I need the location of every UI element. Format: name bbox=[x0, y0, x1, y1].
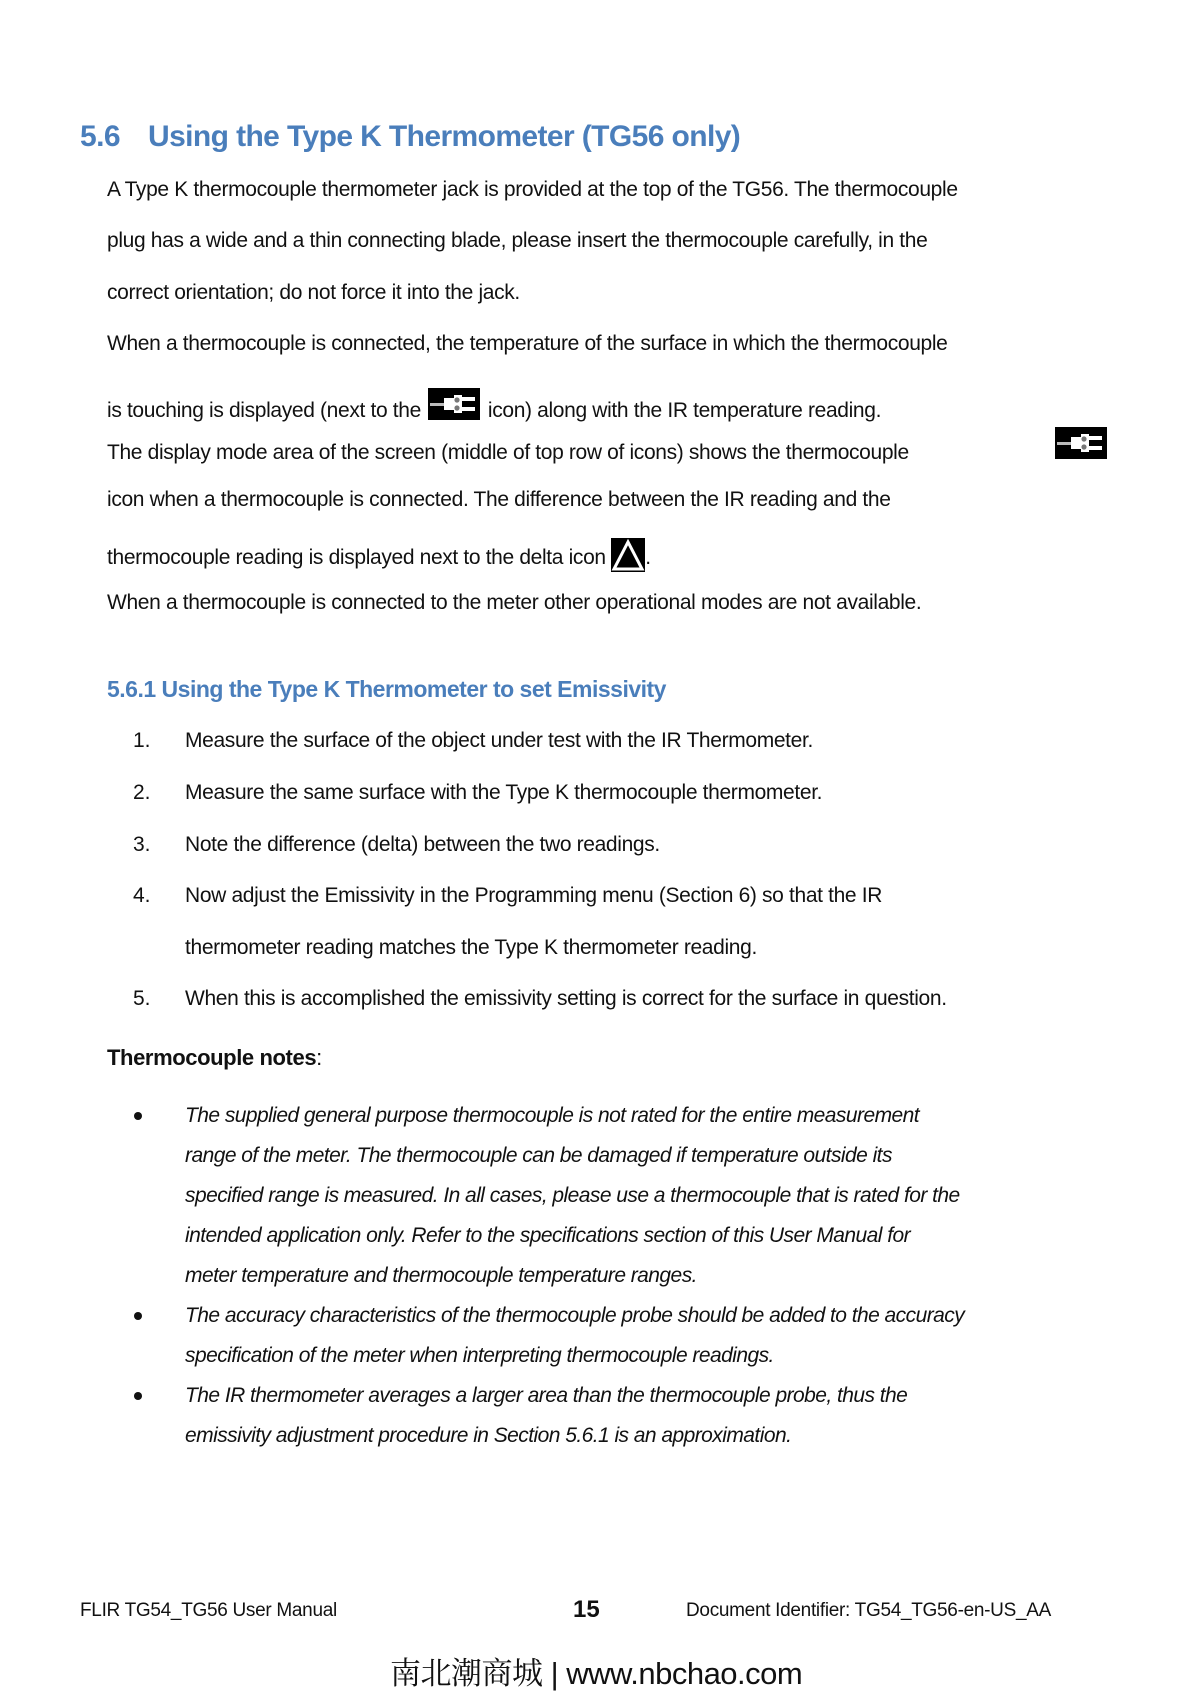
note-text: The accuracy characteristics of the thermocouple probe should be added to the accuracy bbox=[185, 1304, 965, 1327]
step-text: thermometer reading matches the Type K thermometer reading. bbox=[185, 936, 757, 959]
section-title: Using the Type K Thermometer (TG56 only) bbox=[148, 120, 741, 153]
step-number: 5. bbox=[133, 987, 151, 1010]
text-before-icon: The display mode area of the screen (middle of top row of icons) shows the thermocouple bbox=[107, 441, 909, 464]
note-text: emissivity adjustment procedure in Section 5.6.1 is an approximation. bbox=[185, 1424, 792, 1447]
step-number: 1. bbox=[133, 729, 151, 752]
footer-manual-title: FLIR TG54_TG56 User Manual bbox=[80, 1600, 337, 1621]
section-heading bbox=[80, 120, 740, 154]
paragraph-line: A Type K thermocouple thermometer jack is provided at the top of the TG56. The thermocouple bbox=[107, 178, 958, 201]
thermocouple-plug-icon bbox=[1055, 427, 1107, 459]
note-text: The supplied general purpose thermocouple is not rated for the entire measurement bbox=[185, 1104, 920, 1127]
step-number: 3. bbox=[133, 833, 151, 856]
footer-document-identifier: Document Identifier: TG54_TG56-en-US_AA bbox=[686, 1600, 1051, 1621]
paragraph-line: correct orientation; do not force it into the jack. bbox=[107, 281, 520, 304]
section-number: 5.6 bbox=[80, 120, 120, 153]
step-number: 2. bbox=[133, 781, 151, 804]
paragraph-line bbox=[107, 388, 881, 424]
paragraph-line: When a thermocouple is connected to the meter other operational modes are not available. bbox=[107, 591, 922, 614]
step-text: When this is accomplished the emissivity setting is correct for the surface in question. bbox=[185, 987, 947, 1010]
note-text: specification of the meter when interpreting thermocouple readings. bbox=[185, 1344, 774, 1367]
note-text: meter temperature and thermocouple temperature ranges. bbox=[185, 1264, 697, 1287]
step-number: 4. bbox=[133, 884, 151, 907]
text-before-icon: is touching is displayed (next to the bbox=[107, 399, 421, 422]
note-text: intended application only. Refer to the specifications section of this User Manual for bbox=[185, 1224, 911, 1247]
notes-heading-text: Thermocouple notes bbox=[107, 1045, 317, 1070]
step-text: Now adjust the Emissivity in the Programming menu (Section 6) so that the IR bbox=[185, 884, 883, 907]
bullet-icon bbox=[134, 1312, 142, 1320]
note-text: range of the meter. The thermocouple can be damaged if temperature outside its bbox=[185, 1144, 892, 1167]
paragraph-line: plug has a wide and a thin connecting blade, please insert the thermocouple carefully, in the bbox=[107, 229, 928, 252]
notes-heading: Thermocouple notes: bbox=[107, 1045, 322, 1070]
paragraph-line bbox=[107, 538, 651, 572]
page-number: 15 bbox=[573, 1596, 600, 1623]
text-before-icon: thermocouple reading is displayed next to the delta icon bbox=[107, 546, 606, 569]
bullet-icon bbox=[134, 1392, 142, 1400]
paragraph-line: When a thermocouple is connected, the temperature of the surface in which the thermocouple bbox=[107, 332, 948, 355]
step-text: Measure the same surface with the Type K thermocouple thermometer. bbox=[185, 781, 823, 804]
step-text: Measure the surface of the object under test with the IR Thermometer. bbox=[185, 729, 813, 752]
paragraph-line bbox=[107, 440, 909, 466]
bullet-icon bbox=[134, 1112, 142, 1120]
note-text: The IR thermometer averages a larger area than the thermocouple probe, thus the bbox=[185, 1384, 908, 1407]
paragraph-line: icon when a thermocouple is connected. The difference between the IR reading and the bbox=[107, 488, 891, 511]
text-after-icon: icon) along with the IR temperature reading. bbox=[487, 399, 882, 422]
step-text: Note the difference (delta) between the two readings. bbox=[185, 833, 660, 856]
period: . bbox=[645, 546, 651, 569]
subsection-heading: 5.6.1 Using the Type K Thermometer to set Emissivity bbox=[107, 676, 666, 702]
delta-triangle-icon bbox=[611, 538, 645, 572]
watermark: 南北潮商城 | www.nbchao.com bbox=[390, 1656, 803, 1691]
note-text: specified range is measured. In all cases, please use a thermocouple that is rated for the bbox=[185, 1184, 960, 1207]
thermocouple-plug-icon bbox=[428, 388, 480, 420]
